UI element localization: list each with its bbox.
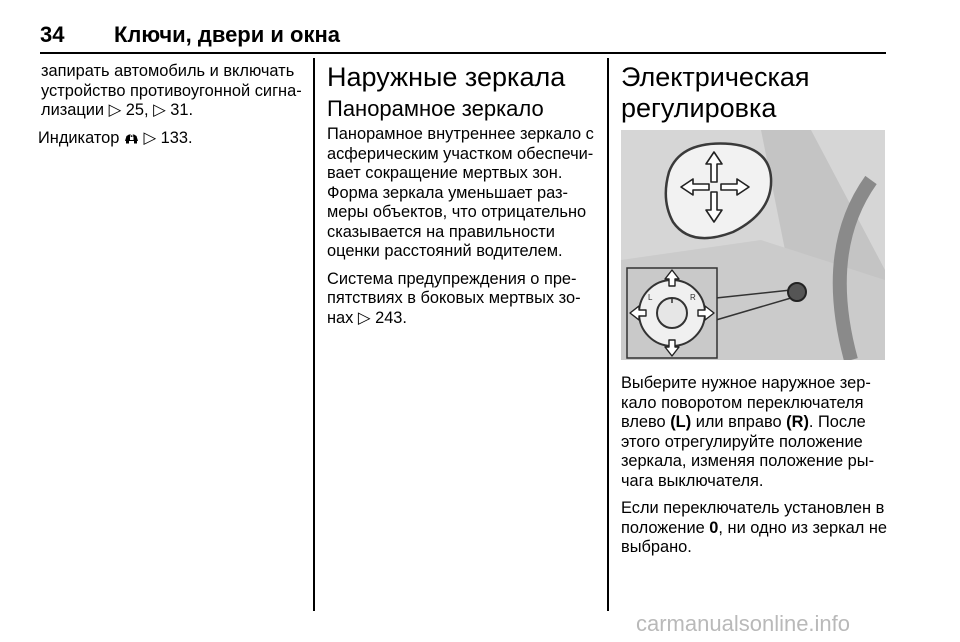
column-divider-2 xyxy=(607,58,609,611)
column-divider-1 xyxy=(313,58,315,611)
watermark: carmanualsonline.info xyxy=(636,611,851,636)
page-header xyxy=(40,22,886,52)
column-2 xyxy=(327,62,597,336)
svg-text:L: L xyxy=(648,293,653,302)
header-divider xyxy=(40,52,886,54)
blind-spot-paragraph: Система предупреждения о пре- пятствиях в боковых мертвых зо- нах ▷ 243. xyxy=(327,269,581,327)
chapter-title: Ключи, двери и окна xyxy=(114,22,340,47)
zero-key-label: 0 xyxy=(709,518,719,537)
subsection-heading: Панорамное зеркало xyxy=(327,96,544,121)
right-key-label: (R) xyxy=(786,413,809,431)
panoramic-mirror-paragraph: Панорамное внутреннее зеркало с асферическим участком обеспечи- вает сокращение мертвых зон. Форма зеркала уменьшает раз- меры объектов, что отрицательно сказывается на правильности оценки расстояний водителем. xyxy=(327,125,594,260)
car-lock-indicator-icon xyxy=(124,131,139,144)
mirror-adjustment-illustration xyxy=(621,130,885,360)
left-key-label: (L) xyxy=(670,413,692,431)
zero-position-paragraph: Если переключатель установлен в положение 0, ни одно из зеркал не выбрано. xyxy=(621,499,888,556)
svg-text:R: R xyxy=(690,293,696,302)
column-1 xyxy=(38,62,303,156)
indicator-paragraph: Индикатор ▷ 133. xyxy=(38,128,193,147)
continued-paragraph: запирать автомобиль и включать устройство противоугонной сигна- лизации ▷ 25, ▷ 31. xyxy=(41,62,302,119)
column-3 xyxy=(621,62,889,566)
section-heading: Наружные зеркала xyxy=(327,62,566,92)
electric-adjustment-heading: Электрическая регулировка xyxy=(621,62,810,123)
page-number: 34 xyxy=(40,22,65,47)
select-mirror-paragraph: Выберите нужное наружное зер- кало поворотом переключателя влево (L) или вправо (R). После этого отрегулируйте положение зеркала, изменяя положение ры- чага выключателя. xyxy=(621,374,875,490)
